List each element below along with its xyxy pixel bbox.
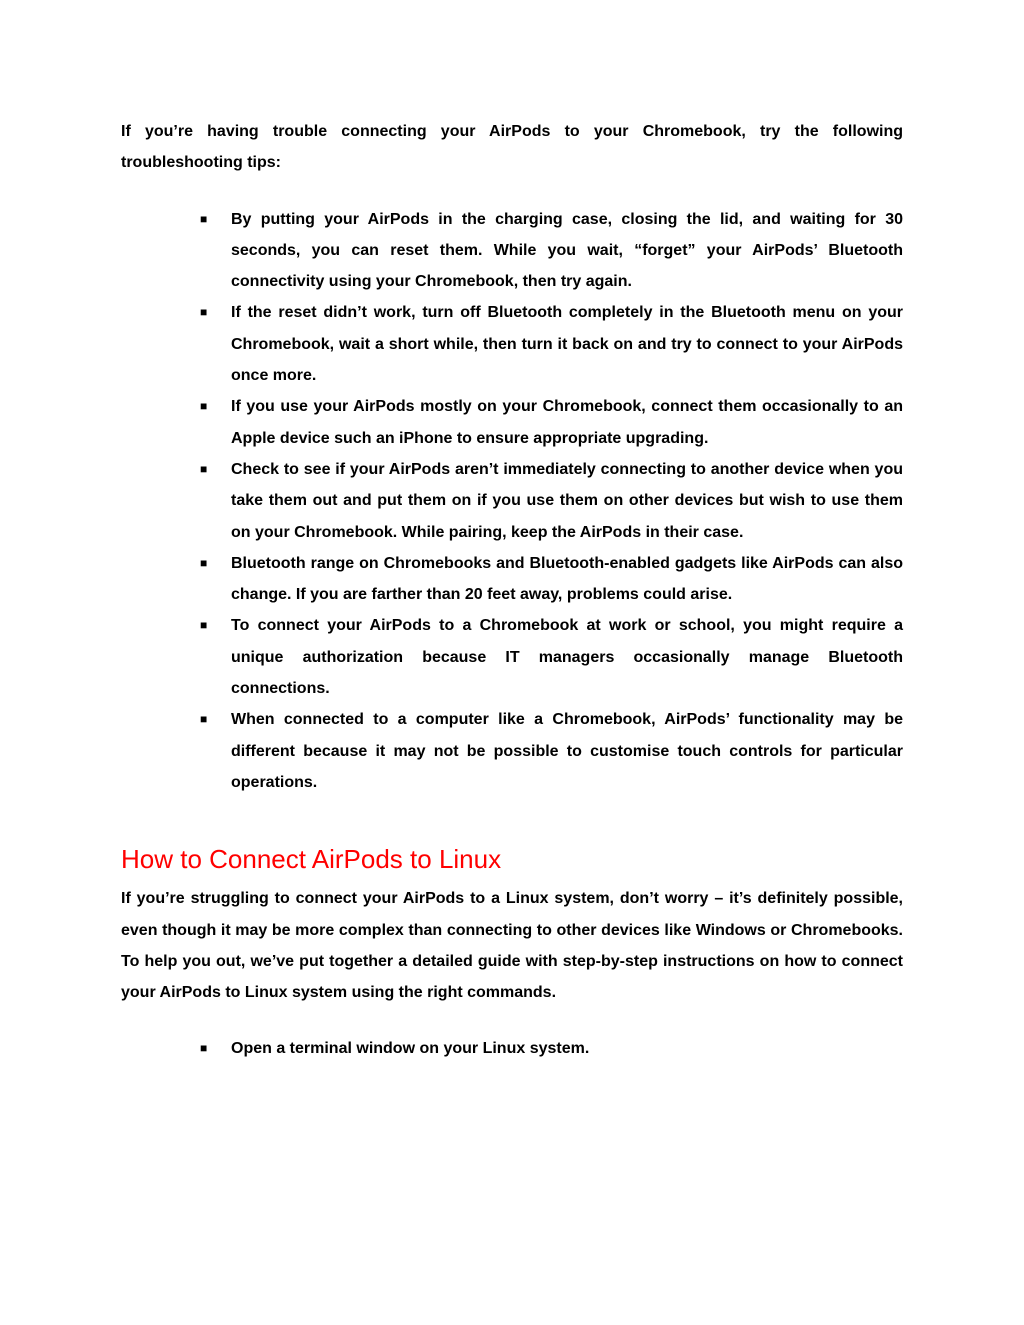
linux-intro-paragraph: If you’re struggling to connect your AirPods to a Linux system, don’t worry – it’s definitely possible, even though it may be more complex than connecting to other devices like Windows or Chromebooks. To help you out, we’ve put together a detailed guide with step-by-step instructions on how to connect your AirPods to Linux system using the right commands. bbox=[121, 890, 903, 1002]
list-item-text: To connect your AirPods to a Chromebook at work or school, you might require a unique authorization because IT managers occasionally manage Bluetooth connections. bbox=[231, 617, 903, 698]
list-item bbox=[200, 391, 903, 454]
list-item-text: When connected to a computer like a Chromebook, AirPods’ functionality may be different because it may not be possible to customise touch controls for particular operations. bbox=[231, 711, 903, 791]
bullet-icon: ■ bbox=[200, 555, 208, 570]
list-item bbox=[200, 610, 903, 704]
list-item-text: Open a terminal window on your Linux system. bbox=[231, 1040, 590, 1058]
list-item-text: Check to see if your AirPods aren’t immediately connecting to another device when you take them out and put them on if you use them on other devices but wish to use them on your Chromebook. While pairing, keep the AirPods in their case. bbox=[231, 460, 903, 541]
linux-section-heading: How to Connect AirPods to Linux bbox=[121, 844, 502, 875]
troubleshooting-tips-list bbox=[121, 204, 903, 799]
list-item bbox=[200, 704, 903, 798]
bullet-icon: ■ bbox=[200, 399, 208, 414]
list-item-text: Bluetooth range on Chromebooks and Bluetooth-enabled gadgets like AirPods can also change. If you are farther than 20 feet away, problems could arise. bbox=[231, 554, 903, 604]
list-item-text: By putting your AirPods in the charging case, closing the lid, and waiting for 30 seconds, you can reset them. While you wait, “forget” your AirPods’ Bluetooth connectivity using your Chromebook, then try again. bbox=[231, 210, 903, 291]
list-item bbox=[200, 548, 903, 611]
linux-steps-list bbox=[121, 1033, 903, 1064]
bullet-icon: ■ bbox=[200, 712, 208, 727]
list-item-text: If you use your AirPods mostly on your Chromebook, connect them occasionally to an Apple device such an iPhone to ensure appropriate upgrading. bbox=[231, 398, 903, 447]
list-item bbox=[200, 1033, 903, 1064]
list-item bbox=[200, 204, 903, 298]
bullet-icon: ■ bbox=[200, 305, 208, 320]
bullet-icon: ■ bbox=[200, 1041, 208, 1056]
bullet-icon: ■ bbox=[200, 461, 208, 476]
intro-paragraph: If you’re having trouble connecting your AirPods to your Chromebook, try the following troubleshooting tips: bbox=[121, 123, 903, 172]
list-item-text: If the reset didn’t work, turn off Bluetooth completely in the Bluetooth menu on your Chromebook, wait a short while, then turn it back on and try to connect to your AirPods once more. bbox=[231, 304, 903, 385]
document-page bbox=[121, 116, 903, 1065]
list-item bbox=[200, 454, 903, 548]
list-item bbox=[200, 297, 903, 391]
bullet-icon: ■ bbox=[200, 618, 208, 633]
bullet-icon: ■ bbox=[200, 211, 208, 226]
